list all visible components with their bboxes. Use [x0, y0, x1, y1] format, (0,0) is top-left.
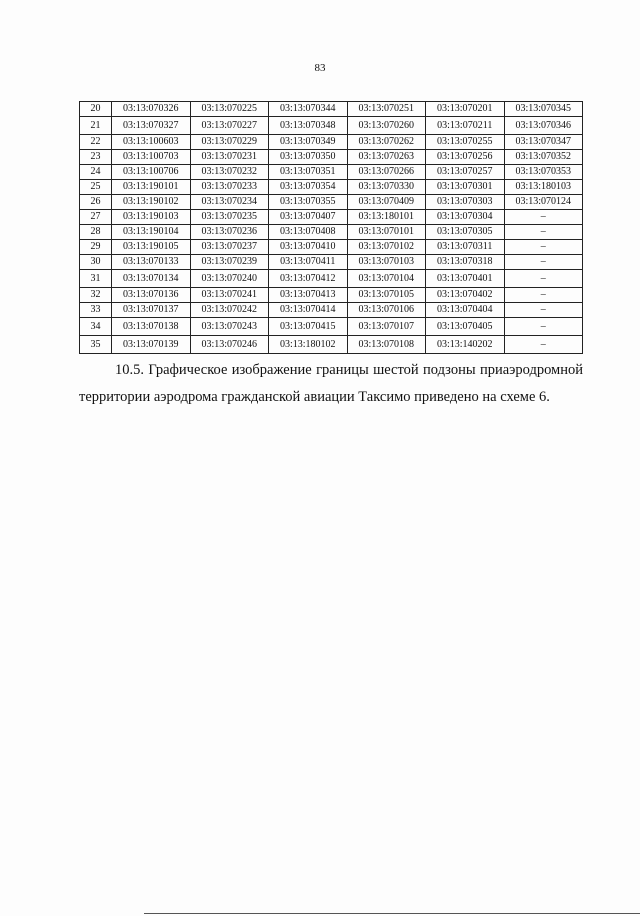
cadastral-number-cell: 03:13:070410: [269, 240, 348, 255]
cadastral-number-cell: 03:13:070237: [190, 240, 269, 255]
cadastral-number-cell: 03:13:070257: [426, 165, 505, 180]
cadastral-number-cell: –: [504, 270, 583, 288]
row-number-cell: 23: [80, 150, 112, 165]
cadastral-number-cell: 03:13:070124: [504, 195, 583, 210]
cadastral-number-cell: 03:13:070239: [190, 255, 269, 270]
cadastral-number-cell: 03:13:070353: [504, 165, 583, 180]
cadastral-number-cell: 03:13:070354: [269, 180, 348, 195]
cadastral-number-cell: 03:13:070414: [269, 303, 348, 318]
cadastral-number-cell: 03:13:070201: [426, 102, 505, 117]
table-row: [80, 240, 583, 255]
row-number-cell: 24: [80, 165, 112, 180]
cadastral-number-cell: 03:13:070211: [426, 117, 505, 135]
cadastral-number-cell: 03:13:070352: [504, 150, 583, 165]
cadastral-number-cell: 03:13:070134: [112, 270, 191, 288]
cadastral-number-cell: 03:13:070344: [269, 102, 348, 117]
cadastral-number-cell: 03:13:190104: [112, 225, 191, 240]
row-number-cell: 34: [80, 318, 112, 336]
cadastral-number-cell: 03:13:070355: [269, 195, 348, 210]
cadastral-number-cell: 03:13:070227: [190, 117, 269, 135]
table-row: [80, 195, 583, 210]
cadastral-number-cell: 03:13:070260: [347, 117, 426, 135]
cadastral-number-cell: –: [504, 255, 583, 270]
table-row: [80, 180, 583, 195]
table-row: [80, 303, 583, 318]
cadastral-number-cell: 03:13:070108: [347, 336, 426, 354]
cadastral-number-cell: 03:13:070349: [269, 135, 348, 150]
cadastral-number-cell: 03:13:070402: [426, 288, 505, 303]
cadastral-number-cell: 03:13:070105: [347, 288, 426, 303]
cadastral-number-cell: 03:13:180101: [347, 210, 426, 225]
cadastral-number-cell: 03:13:070304: [426, 210, 505, 225]
cadastral-number-cell: 03:13:070139: [112, 336, 191, 354]
cadastral-number-cell: 03:13:070231: [190, 150, 269, 165]
cadastral-number-cell: 03:13:070242: [190, 303, 269, 318]
cadastral-number-cell: 03:13:070103: [347, 255, 426, 270]
cadastral-number-cell: 03:13:070301: [426, 180, 505, 195]
cadastral-number-cell: 03:13:070137: [112, 303, 191, 318]
cadastral-number-cell: 03:13:070133: [112, 255, 191, 270]
cadastral-number-cell: 03:13:070345: [504, 102, 583, 117]
table-row: [80, 288, 583, 303]
cadastral-number-cell: 03:13:190101: [112, 180, 191, 195]
table-row: [80, 102, 583, 117]
cadastral-number-cell: 03:13:190105: [112, 240, 191, 255]
cadastral-number-cell: 03:13:070236: [190, 225, 269, 240]
cadastral-number-cell: 03:13:070243: [190, 318, 269, 336]
cadastral-number-cell: 03:13:070415: [269, 318, 348, 336]
cadastral-number-cell: 03:13:070303: [426, 195, 505, 210]
cadastral-number-cell: 03:13:100703: [112, 150, 191, 165]
cadastral-number-cell: 03:13:070263: [347, 150, 426, 165]
row-number-cell: 35: [80, 336, 112, 354]
table-row: [80, 210, 583, 225]
cadastral-number-cell: 03:13:070106: [347, 303, 426, 318]
table-row: [80, 336, 583, 354]
row-number-cell: 28: [80, 225, 112, 240]
row-number-cell: 31: [80, 270, 112, 288]
cadastral-number-cell: 03:13:070318: [426, 255, 505, 270]
row-number-cell: 27: [80, 210, 112, 225]
cadastral-number-cell: 03:13:070347: [504, 135, 583, 150]
cadastral-number-cell: 03:13:070246: [190, 336, 269, 354]
cadastral-number-cell: 03:13:190102: [112, 195, 191, 210]
cadastral-number-cell: 03:13:070409: [347, 195, 426, 210]
cadastral-number-cell: 03:13:070346: [504, 117, 583, 135]
cadastral-number-cell: 03:13:070262: [347, 135, 426, 150]
cadastral-number-cell: 03:13:070107: [347, 318, 426, 336]
row-number-cell: 30: [80, 255, 112, 270]
cadastral-number-cell: –: [504, 240, 583, 255]
row-number-cell: 25: [80, 180, 112, 195]
row-number-cell: 22: [80, 135, 112, 150]
table-body: [80, 102, 583, 354]
cadastral-number-cell: 03:13:070351: [269, 165, 348, 180]
cadastral-number-cell: 03:13:070330: [347, 180, 426, 195]
row-number-cell: 26: [80, 195, 112, 210]
cadastral-number-cell: 03:13:070229: [190, 135, 269, 150]
cadastral-number-cell: 03:13:070326: [112, 102, 191, 117]
cadastral-number-cell: 03:13:070138: [112, 318, 191, 336]
table-row: [80, 165, 583, 180]
cadastral-number-cell: 03:13:070327: [112, 117, 191, 135]
cadastral-number-cell: –: [504, 318, 583, 336]
cadastral-number-cell: –: [504, 336, 583, 354]
cadastral-number-cell: 03:13:070348: [269, 117, 348, 135]
cadastral-number-cell: 03:13:070412: [269, 270, 348, 288]
cadastral-number-cell: 03:13:070350: [269, 150, 348, 165]
page-number: 83: [314, 62, 326, 74]
cadastral-number-cell: 03:13:070405: [426, 318, 505, 336]
cadastral-number-cell: 03:13:070240: [190, 270, 269, 288]
cadastral-number-cell: –: [504, 210, 583, 225]
cadastral-number-cell: 03:13:070408: [269, 225, 348, 240]
row-number-cell: 33: [80, 303, 112, 318]
row-number-cell: 21: [80, 117, 112, 135]
cadastral-number-cell: 03:13:100603: [112, 135, 191, 150]
cadastral-number-cell: 03:13:070255: [426, 135, 505, 150]
bottom-divider: [144, 913, 640, 914]
table-row: [80, 318, 583, 336]
cadastral-number-cell: 03:13:070251: [347, 102, 426, 117]
cadastral-number-cell: 03:13:070225: [190, 102, 269, 117]
cadastral-number-cell: 03:13:070404: [426, 303, 505, 318]
cadastral-numbers-table: [79, 101, 583, 354]
table-row: [80, 150, 583, 165]
paragraph-line-2: территории аэродрома гражданской авиации Таксимо приведено на схеме 6.: [79, 389, 550, 405]
cadastral-number-cell: 03:13:070401: [426, 270, 505, 288]
cadastral-number-cell: 03:13:140202: [426, 336, 505, 354]
section-paragraph: [79, 357, 583, 411]
table-row: [80, 117, 583, 135]
cadastral-number-cell: 03:13:180103: [504, 180, 583, 195]
cadastral-number-cell: 03:13:070233: [190, 180, 269, 195]
table-row: [80, 255, 583, 270]
cadastral-number-cell: 03:13:070266: [347, 165, 426, 180]
cadastral-number-cell: 03:13:070413: [269, 288, 348, 303]
row-number-cell: 32: [80, 288, 112, 303]
cadastral-number-cell: 03:13:070411: [269, 255, 348, 270]
cadastral-number-cell: 03:13:070104: [347, 270, 426, 288]
cadastral-number-cell: 03:13:070101: [347, 225, 426, 240]
cadastral-number-cell: 03:13:070311: [426, 240, 505, 255]
cadastral-number-cell: 03:13:070256: [426, 150, 505, 165]
row-number-cell: 20: [80, 102, 112, 117]
cadastral-number-cell: –: [504, 303, 583, 318]
cadastral-number-cell: 03:13:070102: [347, 240, 426, 255]
cadastral-number-cell: 03:13:070407: [269, 210, 348, 225]
table-row: [80, 135, 583, 150]
cadastral-number-cell: 03:13:070232: [190, 165, 269, 180]
row-number-cell: 29: [80, 240, 112, 255]
cadastral-number-cell: 03:13:190103: [112, 210, 191, 225]
cadastral-number-cell: 03:13:070235: [190, 210, 269, 225]
paragraph-line-1: 10.5. Графическое изображение границы шестой подзоны приаэродромной: [115, 362, 583, 378]
table-row: [80, 270, 583, 288]
cadastral-number-cell: 03:13:180102: [269, 336, 348, 354]
cadastral-number-cell: 03:13:070136: [112, 288, 191, 303]
table-row: [80, 225, 583, 240]
cadastral-number-cell: 03:13:070234: [190, 195, 269, 210]
cadastral-number-cell: –: [504, 225, 583, 240]
cadastral-number-cell: –: [504, 288, 583, 303]
cadastral-number-cell: 03:13:070305: [426, 225, 505, 240]
cadastral-number-cell: 03:13:070241: [190, 288, 269, 303]
cadastral-number-cell: 03:13:100706: [112, 165, 191, 180]
